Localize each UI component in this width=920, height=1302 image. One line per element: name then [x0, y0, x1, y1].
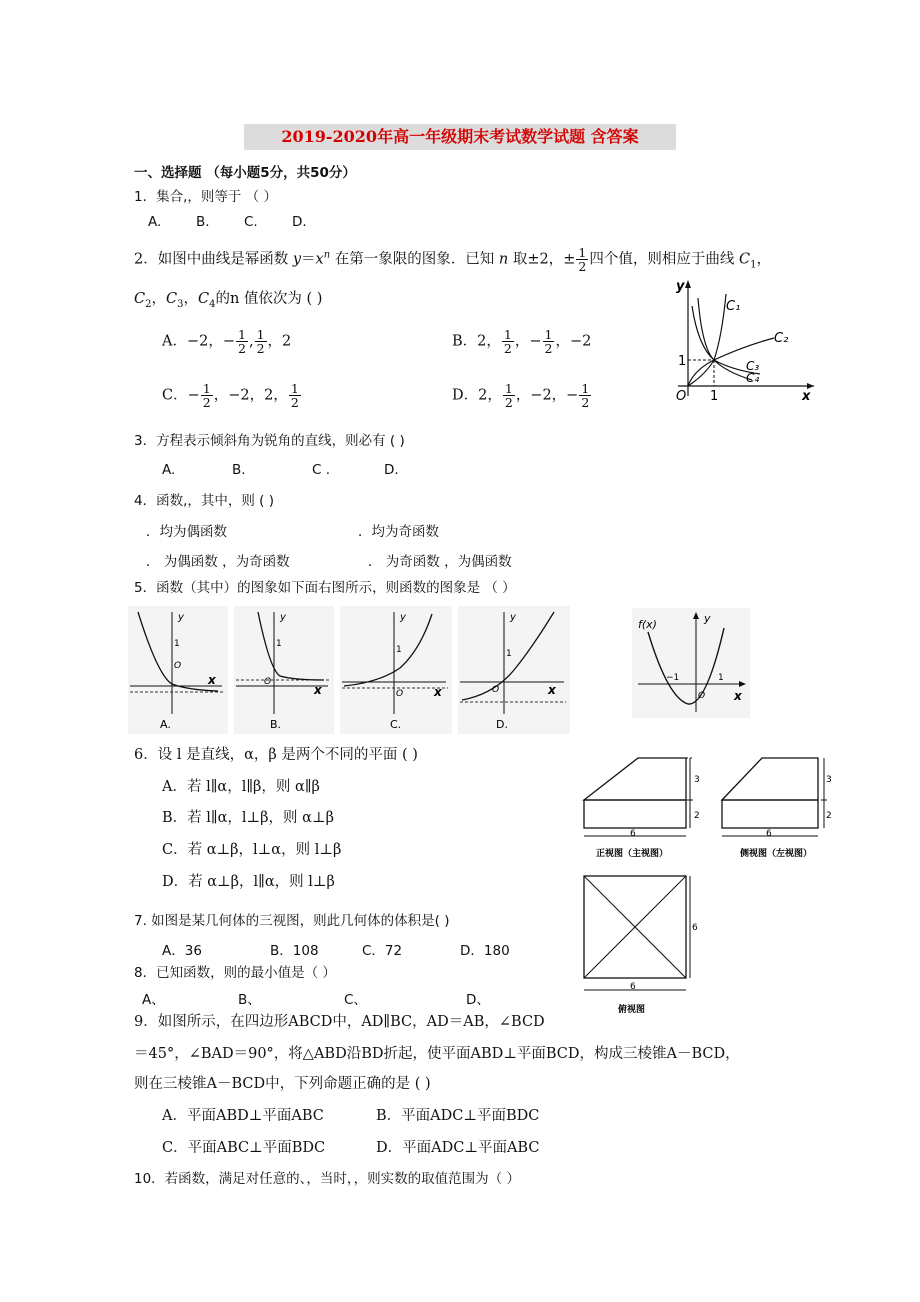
side-view: [716, 752, 846, 864]
graph-c-x: x: [434, 685, 442, 699]
graph-b-o: O: [264, 677, 272, 687]
graph-d-y: y: [510, 612, 516, 623]
graph-c-o: O: [396, 689, 404, 699]
q7-option-c: C．72: [362, 943, 403, 959]
x-label: x: [802, 389, 811, 404]
graph-d-x: x: [548, 683, 556, 697]
q7-option-d: D．180: [460, 943, 510, 959]
q8-option-c: C、: [344, 992, 367, 1008]
graph-c-label: C.: [390, 718, 402, 731]
c3-label: C₃: [746, 359, 760, 373]
front-roof: [584, 758, 686, 800]
graph-c-y: y: [400, 612, 406, 623]
curve-c4: [698, 298, 752, 380]
side-dim-2: 2: [826, 811, 832, 821]
graph-d-o: O: [492, 685, 500, 695]
graph-a-o: O: [174, 661, 182, 671]
q9-line2: ＝45°，∠BAD＝90°，将△ABD沿BD折起，使平面ABD⊥平面BCD，构成三棱锥A－BCD，: [134, 1046, 740, 1062]
curve-c1: [688, 294, 726, 386]
graph-b-y: y: [280, 612, 286, 623]
graph-a-label: A.: [160, 718, 171, 731]
q9-option-d: D．平面ADC⊥平面ABC: [376, 1140, 540, 1156]
front-base: [584, 800, 686, 828]
graph-d-one: 1: [506, 649, 512, 659]
top-dim-6v: 6: [692, 923, 698, 933]
q2-option-d: D．2， $\frac{1}{2}$ ，−2，− $\frac{1}{2}$: [452, 381, 590, 410]
q4-stem: 4．函数,，其中，则 ( ): [134, 493, 274, 509]
q1-option-a: A.: [148, 214, 162, 230]
side-dim-6: 6: [766, 829, 772, 839]
graph-a-y: y: [178, 612, 184, 623]
fx-neg1: −1: [666, 673, 680, 683]
q1-option-c: C.: [244, 214, 258, 230]
q3-stem: 3．方程表示倾斜角为锐角的直线，则必有 ( ): [134, 433, 405, 449]
q3-option-d: D.: [384, 462, 399, 478]
c4-label: C₄: [746, 371, 760, 385]
q2-option-b: B．2， $\frac{1}{2}$ ，− $\frac{1}{2}$ ，−2: [452, 327, 592, 356]
fx-one: 1: [718, 673, 724, 683]
q2-option-a: A．−2，− $\frac{1}{2}$ , $\frac{1}{2}$ ，2: [162, 327, 292, 356]
q2-option-c: C．− $\frac{1}{2}$ ，−2，2， $\frac{1}{2}$: [162, 381, 299, 410]
x-tick-1: 1: [710, 389, 719, 404]
graph-d-label: D.: [496, 718, 508, 731]
side-view-label: 侧视图（左视图）: [740, 849, 813, 859]
q1-option-d: D.: [292, 214, 307, 230]
q7-option-a: A．36: [162, 943, 202, 959]
q6-option-a: A．若 l∥α，l∥β，则 α∥β: [162, 779, 320, 795]
fx-label: f(x): [638, 618, 657, 631]
q5-graph-b: [234, 606, 334, 734]
q9-line3: 则在三棱锥A－BCD中，下列命题正确的是 ( ): [134, 1076, 431, 1092]
q5-stem: 5．函数（其中）的图象如下面右图所示，则函数的图象是 （ ）: [134, 580, 516, 596]
side-base: [722, 800, 818, 828]
c1-label: C₁: [726, 299, 741, 314]
front-view-label: 正视图（主视图）: [596, 849, 669, 859]
section-heading: 一、选择题 （每小题5分，共50分）: [134, 165, 356, 181]
q8-stem: 8．已知函数，则的最小值是（ ）: [134, 965, 336, 981]
graph-b-bg: [234, 606, 334, 734]
graph-b-one: 1: [276, 639, 282, 649]
q1-stem: 1．集合,，则等于 （ ）: [134, 189, 277, 205]
q6-option-c: C．若 α⊥β，l⊥α，则 l⊥β: [162, 842, 342, 858]
q10-stem: 10．若函数，满足对任意的、，当时，，则实数的取值范围为（ ）: [134, 1171, 520, 1187]
q8-option-d: D、: [466, 992, 490, 1008]
q6-stem: 6．设 l 是直线，α，β 是两个不同的平面 ( ): [134, 747, 418, 763]
q9-option-b: B．平面ADC⊥平面BDC: [376, 1108, 540, 1124]
q5-graph-c: [340, 606, 452, 734]
c2-label: C₂: [774, 331, 789, 346]
curve-c2: [688, 338, 774, 386]
fx-x-label: x: [734, 689, 742, 703]
front-dim-3: 3: [694, 775, 700, 785]
front-dim-6: 6: [630, 829, 636, 839]
top-view-label: 俯视图: [618, 1005, 646, 1015]
q2-stem: 2．如图中曲线是幂函数 $y=x^n$ 在第一象限的图象．已知 n 取±2，± $\frac{1}{2}$ 四个值，则相应于曲线 $C_1$，: [134, 245, 771, 274]
y-label: y: [676, 279, 685, 294]
q8-option-a: A、: [142, 992, 165, 1008]
graph-b-label: B.: [270, 718, 282, 731]
q6-option-b: B．若 l∥α，l⊥β，则 α⊥β: [162, 810, 334, 826]
q7-stem: 7. 如图是某几何体的三视图，则此几何体的体积是( ): [134, 913, 450, 929]
graph-a-x: x: [208, 673, 216, 687]
y-arrow-icon: [685, 280, 691, 288]
q9-option-a: A．平面ABD⊥平面ABC: [162, 1108, 324, 1124]
graph-b-x: x: [314, 683, 322, 697]
graph-a-one: 1: [174, 639, 180, 649]
q4-option-b: ．均为奇函数: [358, 524, 439, 540]
q6-option-d: D．若 α⊥β，l∥α，则 l⊥β: [162, 874, 335, 890]
page-title: 2019-2020年高一年级期末考试数学试题 含答案: [244, 124, 676, 150]
q3-option-a: A.: [162, 462, 176, 478]
side-roof: [722, 758, 818, 800]
q3-option-b: B.: [232, 462, 246, 478]
q4-option-c: ． 为偶函数 ，为奇函数: [146, 554, 290, 570]
origin-label: O: [676, 389, 687, 404]
q4-option-d: ． 为奇函数 ，为偶函数: [368, 554, 512, 570]
fx-y-label: y: [704, 612, 711, 625]
q2-line2: $C_2$，$C_3$，$C_4$的n 值依次为 ( ): [134, 291, 323, 310]
top-dim-6h: 6: [630, 982, 636, 992]
q3-option-c: C .: [312, 462, 331, 478]
q8-option-b: B、: [238, 992, 261, 1008]
top-view: [578, 870, 708, 1022]
q9-option-c: C．平面ABC⊥平面BDC: [162, 1140, 326, 1156]
q4-option-a: ．均为偶函数: [146, 524, 227, 540]
q5-graph-a: [128, 606, 228, 734]
q7-option-b: B．108: [270, 943, 319, 959]
fx-o: O: [698, 691, 706, 701]
side-dim-3: 3: [826, 775, 832, 785]
q5-graph-d: [458, 606, 570, 734]
power-function-graph: [664, 276, 820, 406]
q1-option-b: B.: [196, 214, 210, 230]
y-tick-1: 1: [678, 354, 687, 369]
front-dim-2: 2: [694, 811, 700, 821]
graph-c-one: 1: [396, 645, 402, 655]
front-view: [578, 752, 708, 864]
q9-line1: 9．如图所示，在四边形ABCD中，AD∥BC，AD＝AB，∠BCD: [134, 1014, 545, 1030]
q5-fx-graph: [632, 608, 750, 718]
